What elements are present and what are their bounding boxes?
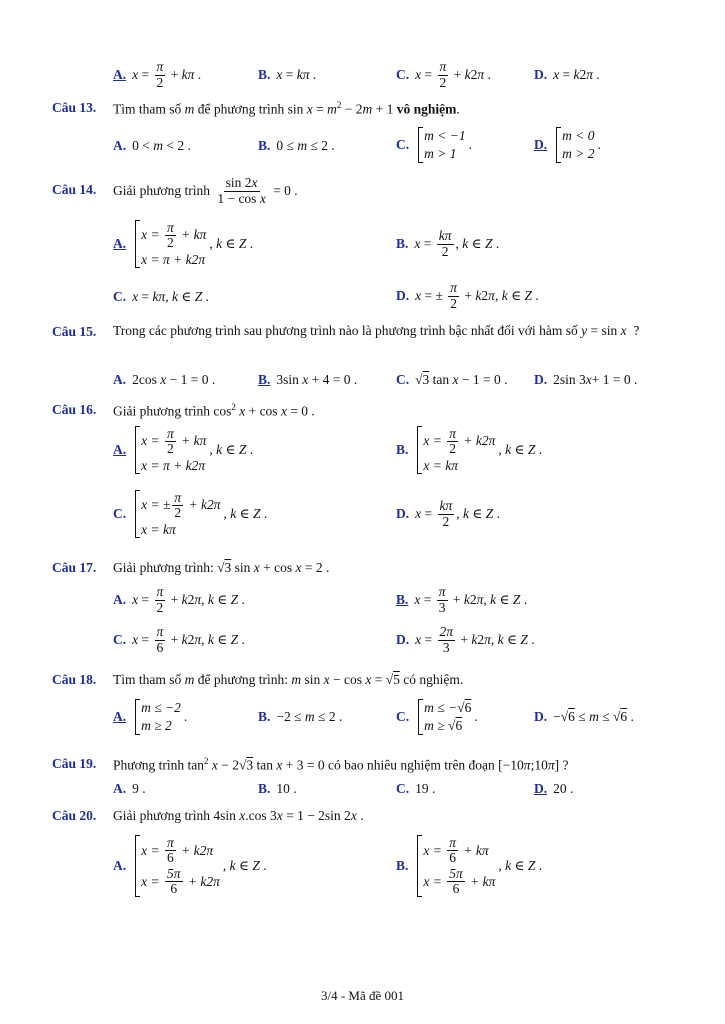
option-letter: C. bbox=[113, 289, 127, 304]
question-19 bbox=[0, 754, 725, 798]
option-letter: C. bbox=[396, 781, 410, 796]
page-footer: 3/4 - Mã đề 001 bbox=[320, 988, 405, 1003]
q12-option-a: A. x = $\frac{\pi}{2}$ + kπ . bbox=[113, 59, 202, 90]
option-letter: A. bbox=[113, 67, 127, 82]
option-letter: D. bbox=[396, 632, 410, 647]
option-letter: A. bbox=[113, 709, 127, 724]
option-letter: A. bbox=[113, 592, 127, 607]
option-letter: B. bbox=[258, 138, 271, 153]
q17-option-a: A. x = $\frac{\pi}{2}$ + k 2 π , k ∈ Z . bbox=[113, 584, 245, 615]
option-letter: D. bbox=[534, 781, 548, 796]
question-label: Câu 19. bbox=[52, 756, 97, 771]
q14-option-d: D. x = ± $\frac{\pi}{2}$ + k 2 π , k ∈ Z . bbox=[396, 280, 539, 311]
question-17 bbox=[0, 556, 725, 666]
q17-option-d: D. x = $\frac{2\pi}{3}$ + k 2 π , k ∈ Z . bbox=[396, 624, 535, 655]
question-label: Câu 16. bbox=[52, 402, 97, 417]
question-13 bbox=[0, 100, 725, 170]
option-letter: A. bbox=[113, 372, 127, 387]
q19-option-b bbox=[258, 780, 297, 798]
option-letter: C. bbox=[113, 506, 127, 521]
option-value: 9 . bbox=[132, 781, 146, 796]
question-label: Câu 18. bbox=[52, 672, 97, 687]
q20-option-b: B. x = $\frac{\pi}{6}$ + kπ x = $\frac{5\pi}{6}$ + kπ , k ∈ Z . bbox=[396, 834, 543, 897]
q13-option-b: B. 0 ≤ m ≤ 2 . bbox=[258, 138, 335, 153]
q14-option-c: C. x = kπ , k ∈ Z . bbox=[113, 289, 210, 304]
q14-option-a: A. x = $\frac{\pi}{2}$ + kπ x = π + k2π , k ∈ Z . bbox=[113, 219, 254, 267]
question-label: Câu 14. bbox=[52, 182, 97, 197]
q19-option-a bbox=[113, 780, 146, 798]
q12-option-b: B. x = kπ . bbox=[258, 67, 317, 82]
q16-option-b: B. x = $\frac{\pi}{2}$ + k2π x = kπ , k ∈ Z . bbox=[396, 425, 543, 473]
option-letter: C. bbox=[396, 67, 410, 82]
option-letter: C. bbox=[396, 137, 410, 152]
option-letter: A. bbox=[113, 138, 127, 153]
q15-option-d: D. 2sin 3 x + 1 = 0 . bbox=[534, 372, 638, 387]
option-letter: D. bbox=[534, 709, 548, 724]
option-letter: D. bbox=[396, 288, 410, 303]
option-letter: D. bbox=[534, 67, 548, 82]
q12-option-d: D. x = k 2 π . bbox=[534, 67, 600, 82]
q17-option-c: C. x = $\frac{\pi}{6}$ + k 2 π , k ∈ Z . bbox=[113, 624, 245, 655]
q16-option-a: A. x = $\frac{\pi}{2}$ + kπ x = π + k2π , k ∈ Z . bbox=[113, 425, 254, 473]
option-letter: B. bbox=[258, 709, 271, 724]
question-text: Giải phương trình 4sin x.cos 3x = 1 − 2sin 2x . bbox=[113, 808, 364, 823]
q18-option-c: C. m ≤ −√ 6 m ≥ √ 6 . bbox=[396, 700, 478, 733]
option-letter: C. bbox=[396, 372, 410, 387]
option-letter: A. bbox=[113, 858, 127, 873]
option-letter: D. bbox=[534, 372, 548, 387]
question-16 bbox=[0, 400, 725, 550]
q15-option-b: B. 3sin x + 4 = 0 . bbox=[258, 372, 358, 387]
q18-option-a: A. m ≤ −2 m ≥ 2 . bbox=[113, 700, 188, 733]
question-text: Phương trình $\tan^2 x - 2√3$ tan x + 3 = 0 có bao nhiêu nghiệm trên đoạn [−10π;10π] ? bbox=[113, 756, 569, 773]
question-text: Trong các phương trình sau phương trình nào là phương trình bậc nhất đối với hàm số y = sin x ? bbox=[113, 323, 640, 338]
q13-option-c: C. m < −1 m > 1 . bbox=[396, 128, 472, 161]
q18-option-b: B. −2 ≤ m ≤ 2 . bbox=[258, 709, 343, 724]
q14-option-b: B. x = $\frac{k\pi}{2}$ , k ∈ Z . bbox=[396, 228, 500, 259]
q16-option-c: C. x = ± $\frac{\pi}{2}$ + k2π x = kπ , k ∈ Z . bbox=[113, 489, 268, 537]
question-label: Câu 13. bbox=[52, 100, 97, 115]
option-letter: C. bbox=[396, 709, 410, 724]
option-letter: C. bbox=[113, 632, 127, 647]
q12-option-c: C. x = $\frac{\pi}{2}$ + k 2 π . bbox=[396, 59, 491, 90]
q13-option-a: A. 0 < m < 2 . bbox=[113, 138, 191, 153]
option-letter: A. bbox=[113, 236, 127, 251]
option-letter: B. bbox=[396, 592, 409, 607]
option-letter: D. bbox=[396, 506, 410, 521]
option-value: 20 . bbox=[553, 781, 574, 796]
question-label: Câu 15. bbox=[52, 324, 97, 339]
option-letter: B. bbox=[396, 858, 409, 873]
question-18 bbox=[0, 668, 725, 744]
question-12-options bbox=[0, 58, 725, 92]
option-letter: B. bbox=[396, 442, 409, 457]
option-letter: D. bbox=[534, 137, 548, 152]
question-20 bbox=[0, 806, 725, 897]
q19-option-d bbox=[534, 780, 573, 798]
option-letter: A. bbox=[113, 781, 127, 796]
q19-option-c bbox=[396, 780, 435, 798]
q18-option-d: D. −√ 6 ≤ m ≤ √ 6 . bbox=[534, 709, 634, 724]
q13-option-d: D. m < 0 m > 2 . bbox=[534, 128, 601, 161]
question-text: Giải phương trình: √3 sin x + cos x = 2 . bbox=[113, 560, 330, 575]
question-text: Tìm tham số m để phương trình: m sin x − cos x = √5 có nghiệm. bbox=[113, 672, 464, 687]
q15-option-a: A. 2cos x − 1 = 0 . bbox=[113, 372, 216, 387]
q16-option-d: D. x = $\frac{k\pi}{2}$ , k ∈ Z . bbox=[396, 498, 501, 529]
q17-option-b: B. x = $\frac{\pi}{3}$ + k 2 π , k ∈ Z . bbox=[396, 584, 528, 615]
question-text: Giải phương trình $\cos^2 x + \cos x = 0$ . bbox=[113, 402, 315, 419]
option-letter: B. bbox=[258, 781, 271, 796]
question-text: Giải phương trình $\frac{\sin 2x}{\text{1 − cos x}}$ = 0 . bbox=[113, 175, 298, 206]
option-value: 10 . bbox=[276, 781, 297, 796]
question-15 bbox=[0, 320, 725, 392]
question-text: Tìm tham số m để phương trình $\sin x = m^2 - 2m + 1$ vô nghiệm. bbox=[113, 100, 460, 117]
option-letter: B. bbox=[258, 372, 271, 387]
option-value: 19 . bbox=[415, 781, 436, 796]
question-label: Câu 17. bbox=[52, 560, 97, 575]
question-label: Câu 20. bbox=[52, 808, 97, 823]
option-letter: B. bbox=[396, 236, 409, 251]
option-letter: A. bbox=[113, 442, 127, 457]
q20-option-a: A. x = $\frac{\pi}{6}$ + k2π x = $\frac{5\pi}{6}$ + k2π , k ∈ Z . bbox=[113, 834, 267, 897]
question-14 bbox=[0, 174, 725, 314]
q15-option-c: C. √ 3 tan x − 1 = 0 . bbox=[396, 372, 508, 387]
option-letter: B. bbox=[258, 67, 271, 82]
